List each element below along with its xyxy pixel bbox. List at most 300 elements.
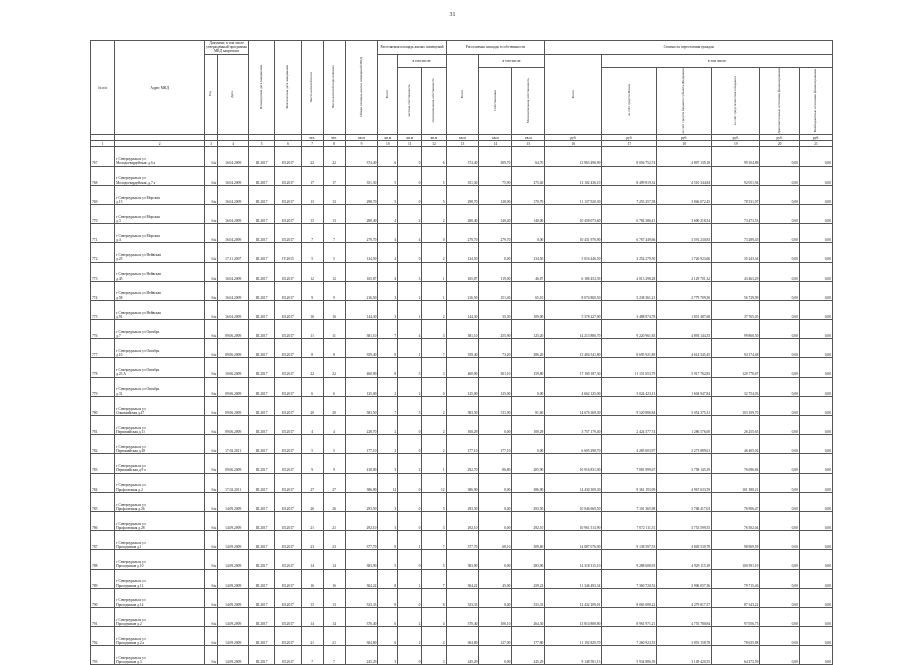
row-cost-budget: 4 893 144,35	[657, 320, 712, 339]
relocation-register-table	[90, 40, 833, 665]
row-plan-finish: III.2017	[249, 588, 275, 607]
row-cost-total: 12 432 209,01	[545, 588, 602, 607]
row-cost-extra: 0,00	[760, 320, 800, 339]
row-plan-finish: III.2017	[249, 607, 275, 626]
row-cost-other: 0,00	[799, 607, 832, 626]
index-cell: 14	[479, 141, 512, 147]
header-local: за счёт средств местного бюджета	[712, 67, 760, 135]
header-area-incl: в том числе:	[479, 54, 545, 67]
row-area-owned: 140,40	[479, 204, 512, 223]
row-cost-extra: 0,00	[760, 262, 800, 281]
address-line-1: г Североуральск ул	[116, 560, 146, 565]
row-area-owned: 75,90	[479, 166, 512, 185]
row-address	[115, 435, 205, 454]
table-body	[91, 147, 833, 665]
table-row	[91, 358, 833, 377]
address-line-1: г Североуральск ул Морская	[116, 214, 160, 219]
row-cost-fund: 8 065 008,22	[602, 588, 657, 607]
row-reloc-total: 3	[378, 492, 398, 511]
row-area: 293,50	[345, 492, 378, 511]
row-area-owned: 151,40	[479, 281, 512, 300]
row-number: 769	[91, 185, 115, 204]
row-area-owned: 0,00	[479, 646, 512, 665]
row-number: 784	[91, 473, 115, 492]
header-reloc-total: Всего	[378, 54, 398, 135]
index-cell: 1	[91, 141, 115, 147]
row-cost-local: 92 051,94	[712, 166, 760, 185]
row-cost-extra: 0,00	[760, 646, 800, 665]
row-area-owned: 35,30	[479, 300, 512, 319]
row-cost-local: 43 463,29	[712, 262, 760, 281]
row-cost-total: 10 458 073,60	[545, 204, 602, 223]
row-reloc-private: 0	[398, 243, 422, 262]
row-cost-other: 0,00	[799, 550, 832, 569]
row-area-total: 304,22	[446, 569, 479, 588]
row-cost-total: 14 087 076,90	[545, 531, 602, 550]
row-document: б/н	[205, 224, 218, 243]
row-reloc-private: 0	[398, 646, 422, 665]
row-number: 776	[91, 320, 115, 339]
row-actual-finish: III.2017	[275, 627, 301, 646]
row-reloc-private: 2	[398, 607, 422, 626]
unit-cell: кв.м	[345, 135, 378, 141]
row-cost-budget: 3 149 420,55	[657, 646, 712, 665]
row-cost-local: 99 860,50	[712, 320, 760, 339]
row-cost-budget: 3 768 417,03	[657, 492, 712, 511]
row-plan-finish: III.2017	[249, 281, 275, 300]
row-people: 9	[301, 454, 323, 473]
address-line-2: Первомайская д.11	[116, 430, 145, 434]
row-reloc-private: 0	[398, 166, 422, 185]
row-date: 14.09.2009	[218, 531, 249, 550]
row-people: 21	[301, 627, 323, 646]
row-reloc-municipal: 7	[422, 569, 446, 588]
row-reloc-total: 5	[378, 185, 398, 204]
row-reloc-municipal: 5	[422, 185, 446, 204]
header-other: Внебюджетные источники финансирования	[799, 67, 832, 135]
row-number: 771	[91, 224, 115, 243]
row-area-municipal: 0,00	[512, 224, 545, 243]
row-cost-local: 99 104,88	[712, 147, 760, 166]
index-cell: 6	[275, 141, 301, 147]
header-private: частная собственность	[398, 67, 422, 135]
row-people: 12	[301, 262, 323, 281]
row-reloc-private: 1	[398, 339, 422, 358]
row-reloc-municipal: 2	[422, 300, 446, 319]
address-line-2: Проходчиков д.10	[116, 564, 144, 569]
row-number: 777	[91, 339, 115, 358]
row-cost-total: 11 346 493,34	[545, 569, 602, 588]
row-cost-total: 5 378 227,90	[545, 300, 602, 319]
address-line-1: г Североуральск ул Нейвская	[116, 272, 161, 277]
row-number: 778	[91, 358, 115, 377]
row-cost-fund: 7 253 257,58	[602, 185, 657, 204]
row-document: б/н	[205, 550, 218, 569]
row-number: 789	[91, 569, 115, 588]
row-cost-fund: 7 072 111,51	[602, 511, 657, 530]
row-cost-total: 13 814 808,80	[545, 607, 602, 626]
row-number: 788	[91, 550, 115, 569]
row-reloc-municipal: 3	[422, 358, 446, 377]
row-cost-fund: 8 056 752,74	[602, 147, 657, 166]
row-cost-other: 0,00	[799, 204, 832, 223]
table-row	[91, 147, 833, 166]
row-reloc-municipal: 3	[422, 646, 446, 665]
index-cell: 16	[545, 141, 602, 147]
row-people-relocated: 22	[323, 358, 345, 377]
row-cost-fund: 6 767 449,66	[602, 224, 657, 243]
address-line-2: Профсоюзная д.26	[116, 506, 145, 511]
row-cost-fund: 4 013 298,28	[602, 262, 657, 281]
table-row	[91, 550, 833, 569]
row-address	[115, 339, 205, 358]
row-actual-finish: III.2017	[275, 396, 301, 415]
row-reloc-private: 1	[398, 300, 422, 319]
index-cell: 2	[115, 141, 205, 147]
address-line-2: Молодогвардейская ,д.7 а	[116, 180, 156, 185]
row-document: б/н	[205, 300, 218, 319]
unit-cell: руб.	[712, 135, 760, 141]
row-date: 16.04.2009	[218, 281, 249, 300]
row-address	[115, 569, 205, 588]
row-people: 21	[301, 511, 323, 530]
index-cell: 21	[799, 141, 832, 147]
table-row	[91, 511, 833, 530]
row-area-total: 177,10	[446, 435, 479, 454]
row-address	[115, 454, 205, 473]
row-cost-extra: 0,00	[760, 492, 800, 511]
index-cell: 12	[422, 141, 446, 147]
row-cost-budget: 3 906 057,36	[657, 569, 712, 588]
table-row	[91, 262, 833, 281]
row-cost-budget: 2 129 701,32	[657, 262, 712, 281]
row-plan-finish: III.2017	[249, 262, 275, 281]
row-actual-finish: III.2017	[275, 147, 301, 166]
row-reloc-total: 6	[378, 627, 398, 646]
row-area-total: 583,50	[446, 396, 479, 415]
row-address	[115, 531, 205, 550]
row-area: 377,70	[345, 531, 378, 550]
row-cost-other: 0,00	[799, 435, 832, 454]
row-actual-finish: III.2017	[275, 416, 301, 435]
row-area-owned: 0,00	[479, 473, 512, 492]
row-cost-other: 0,00	[799, 262, 832, 281]
row-cost-budget: 3 758 145,39	[657, 454, 712, 473]
header-reloc-incl: в том числе:	[398, 54, 446, 67]
row-reloc-total: 7	[378, 396, 398, 415]
row-cost-extra: 0,00	[760, 416, 800, 435]
row-date: 09.06.2009	[218, 454, 249, 473]
row-people-relocated: 13	[323, 204, 345, 223]
row-area: 165,87	[345, 262, 378, 281]
row-address	[115, 646, 205, 665]
row-area-owned: 73,20	[479, 339, 512, 358]
row-cost-total: 3 757 179,40	[545, 416, 602, 435]
row-plan-finish: III.2017	[249, 320, 275, 339]
row-area-municipal: 259,22	[512, 569, 545, 588]
row-cost-budget: 1 851 487,68	[657, 300, 712, 319]
row-number: 781	[91, 416, 115, 435]
row-area: 216,50	[345, 281, 378, 300]
row-plan-finish: III.2017	[249, 511, 275, 530]
row-date: 17.02.2011	[218, 473, 249, 492]
row-area-municipal: 333,33	[512, 588, 545, 607]
address-line-1: г Североуральск ул	[116, 579, 146, 584]
row-cost-fund: 9 138 597,53	[602, 531, 657, 550]
row-date: 10.06.2009	[218, 358, 249, 377]
row-reloc-private: 2	[398, 377, 422, 396]
row-reloc-municipal: 1	[422, 454, 446, 473]
table-row	[91, 416, 833, 435]
row-area-total: 216,50	[446, 281, 479, 300]
row-area-municipal: 383,90	[512, 550, 545, 569]
row-people: 11	[301, 320, 323, 339]
row-actual-finish: III.2017	[275, 281, 301, 300]
row-reloc-private: 5	[398, 358, 422, 377]
row-reloc-private: 4	[398, 224, 422, 243]
row-area-owned: 45,00	[479, 569, 512, 588]
row-cost-extra: 0,00	[760, 224, 800, 243]
row-people-relocated: 27	[323, 473, 345, 492]
row-cost-other: 0,00	[799, 147, 832, 166]
row-reloc-total: 8	[378, 588, 398, 607]
address-line-2: д.45	[116, 276, 123, 281]
row-people: 17	[301, 166, 323, 185]
row-people: 7	[301, 224, 323, 243]
row-reloc-municipal: 7	[422, 531, 446, 550]
address-line-2: д.15	[116, 199, 123, 204]
table-row	[91, 627, 833, 646]
row-cost-local: 37 765,05	[712, 300, 760, 319]
unit-cell: кв.м	[378, 135, 398, 141]
row-area-municipal: 159,80	[512, 358, 545, 377]
row-plan-finish: III.2017	[249, 300, 275, 319]
index-cell: 17	[602, 141, 657, 147]
row-cost-total: 5 016 446,50	[545, 243, 602, 262]
address-line-1: г Североуральск ул Нейвская	[116, 310, 161, 315]
row-people: 4	[301, 416, 323, 435]
row-people: 27	[301, 473, 323, 492]
row-area: 381,10	[345, 320, 378, 339]
row-area-total: 370,40	[446, 607, 479, 626]
table-row	[91, 588, 833, 607]
row-date: 14.09.2009	[218, 607, 249, 626]
row-reloc-municipal: 7	[422, 339, 446, 358]
row-people-relocated: 17	[323, 166, 345, 185]
row-people-relocated: 8	[323, 339, 345, 358]
row-people-relocated: 12	[323, 262, 345, 281]
row-cost-local: 32 754,03	[712, 377, 760, 396]
row-cost-local: 120 770,67	[712, 358, 760, 377]
row-address	[115, 262, 205, 281]
row-cost-other: 0,00	[799, 396, 832, 415]
row-cost-extra: 0,00	[760, 300, 800, 319]
row-actual-finish: III.2017	[275, 435, 301, 454]
row-cost-local: 78 635,88	[712, 627, 760, 646]
row-area: 460,90	[345, 358, 378, 377]
row-people: 7	[301, 646, 323, 665]
row-reloc-municipal: 5	[422, 550, 446, 569]
address-line-2: д.23 А	[116, 372, 126, 377]
row-cost-extra: 0,00	[760, 511, 800, 530]
row-plan-finish: III.2017	[249, 646, 275, 665]
row-actual-finish: III.2017	[275, 473, 301, 492]
row-area: 245,29	[345, 646, 378, 665]
row-people: 14	[301, 607, 323, 626]
address-line-2: Профсоюзная д.28	[116, 525, 145, 530]
row-cost-total: 10 946 669,50	[545, 492, 602, 511]
header-people-relocated: Число жителей переселённых	[323, 41, 345, 135]
row-area-total: 298,70	[446, 185, 479, 204]
row-reloc-municipal: 2	[422, 204, 446, 223]
row-cost-local: 73 473,53	[712, 204, 760, 223]
row-area: 583,50	[345, 396, 378, 415]
address-line-2: д.7	[116, 334, 121, 339]
row-reloc-private: 2	[398, 627, 422, 646]
row-people-relocated: 21	[323, 627, 345, 646]
address-line-1: г Североуральск ул	[116, 540, 146, 545]
row-cost-extra: 0,00	[760, 377, 800, 396]
row-area-municipal: 205,90	[512, 454, 545, 473]
header-cost-total: Всего	[545, 54, 602, 135]
row-number: 773	[91, 262, 115, 281]
header-num: № п/п	[91, 41, 115, 135]
unit-cell: руб.	[602, 135, 657, 141]
row-actual-finish: III.2017	[275, 339, 301, 358]
row-plan-finish: III.2017	[249, 416, 275, 435]
row-document: б/н	[205, 511, 218, 530]
row-address	[115, 320, 205, 339]
row-people: 16	[301, 569, 323, 588]
row-cost-total: 10 431 970,90	[545, 224, 602, 243]
row-document: б/н	[205, 531, 218, 550]
row-area-total: 383,90	[446, 550, 479, 569]
row-cost-fund: 9 220 961,83	[602, 320, 657, 339]
row-document: б/н	[205, 204, 218, 223]
unit-cell: чел.	[301, 135, 323, 141]
row-cost-other: 0,00	[799, 569, 832, 588]
row-date: 09.06.2009	[218, 416, 249, 435]
table-row	[91, 377, 833, 396]
row-actual-finish: IV.2015	[275, 243, 301, 262]
row-reloc-private: 2	[398, 454, 422, 473]
row-reloc-municipal: 0	[422, 377, 446, 396]
row-reloc-private: 5	[398, 396, 422, 415]
address-line-2: Первомайская д.28	[116, 449, 146, 454]
row-people: 5	[301, 435, 323, 454]
address-line-1: г Североуральск ул	[116, 406, 146, 411]
address-line-1: г Североуральск ул	[116, 502, 146, 507]
row-area-municipal: 109,00	[512, 300, 545, 319]
unit-cell: руб.	[545, 135, 602, 141]
row-cost-fund: 9 520 886,84	[602, 396, 657, 415]
row-area-owned: 255,90	[479, 320, 512, 339]
row-address	[115, 243, 205, 262]
row-document: б/н	[205, 377, 218, 396]
index-cell: 20	[760, 141, 800, 147]
table-row	[91, 646, 833, 665]
row-cost-extra: 0,00	[760, 454, 800, 473]
page-number: 31	[449, 12, 456, 18]
table-header	[91, 41, 833, 147]
row-reloc-total: 3	[378, 511, 398, 530]
row-reloc-municipal: 4	[422, 627, 446, 646]
row-reloc-total: 4	[378, 204, 398, 223]
row-number: 785	[91, 492, 115, 511]
row-reloc-private: 2	[398, 204, 422, 223]
row-plan-finish: III.2017	[249, 550, 275, 569]
row-address	[115, 224, 205, 243]
row-cost-fund: 8 961 971,21	[602, 607, 657, 626]
row-actual-finish: III.2017	[275, 204, 301, 223]
row-people-relocated: 6	[323, 377, 345, 396]
row-number: 782	[91, 435, 115, 454]
row-address	[115, 147, 205, 166]
row-area: 125,00	[345, 377, 378, 396]
row-area-total: 304,80	[446, 627, 479, 646]
row-area: 177,10	[345, 435, 378, 454]
address-line-2: д.58	[116, 295, 123, 300]
row-area-total: 381,10	[446, 320, 479, 339]
row-area-total: 374,40	[446, 147, 479, 166]
row-cost-local: 64 273,59	[712, 646, 760, 665]
row-area-owned: 0,00	[479, 492, 512, 511]
row-reloc-municipal: 2	[422, 243, 446, 262]
address-line-1: г Североуральск ул	[116, 464, 146, 469]
address-line-1: г Североуральск ул Октябрь	[116, 368, 160, 373]
row-area-owned: 0,00	[479, 511, 512, 530]
row-reloc-total: 2	[378, 243, 398, 262]
header-group-cost: Стоимость переселения граждан	[545, 41, 833, 55]
row-plan-finish: III.2017	[249, 339, 275, 358]
row-number: 768	[91, 166, 115, 185]
row-cost-local: 76 502,04	[712, 511, 760, 530]
address-line-2: Молодогвардейская ,д.6 а	[116, 161, 156, 166]
row-cost-fund: 3 488 974,78	[602, 300, 657, 319]
header-plan-finish: Планируемая дата завершения	[249, 41, 275, 135]
row-people: 13	[301, 185, 323, 204]
row-area: 298,70	[345, 185, 378, 204]
row-area-total: 134,50	[446, 243, 479, 262]
row-cost-fund: 7 360 720,52	[602, 569, 657, 588]
row-cost-other: 0,00	[799, 588, 832, 607]
header-cost-incl: в том числе:	[602, 54, 833, 67]
address-line-2: Профсоюзная д.2	[116, 487, 143, 492]
row-reloc-private: 0	[398, 511, 422, 530]
row-cost-total: 10 961 513,90	[545, 511, 602, 530]
header-address: Адрес МКД	[115, 41, 205, 135]
row-reloc-total: 5	[378, 550, 398, 569]
header-document: Документ, в том числе утверждённый программы МКД капремонт	[206, 41, 247, 54]
address-line-1: г Североуральск ул	[116, 521, 146, 526]
row-address	[115, 550, 205, 569]
table-row	[91, 339, 833, 358]
row-area-total: 293,50	[446, 492, 479, 511]
row-cost-budget: 4 807 139,18	[657, 147, 712, 166]
row-document: б/н	[205, 243, 218, 262]
row-cost-budget: 3 753 599,55	[657, 511, 712, 530]
row-number: 790	[91, 588, 115, 607]
index-cell: 11	[398, 141, 422, 147]
row-plan-finish: III.2017	[249, 492, 275, 511]
row-address	[115, 473, 205, 492]
address-line-2: д.4	[116, 238, 121, 243]
row-cost-other: 0,00	[799, 646, 832, 665]
row-cost-budget: 4 510 344,84	[657, 166, 712, 185]
row-cost-budget: 5 917 762,83	[657, 358, 712, 377]
row-address	[115, 607, 205, 626]
row-reloc-private: 1	[398, 569, 422, 588]
